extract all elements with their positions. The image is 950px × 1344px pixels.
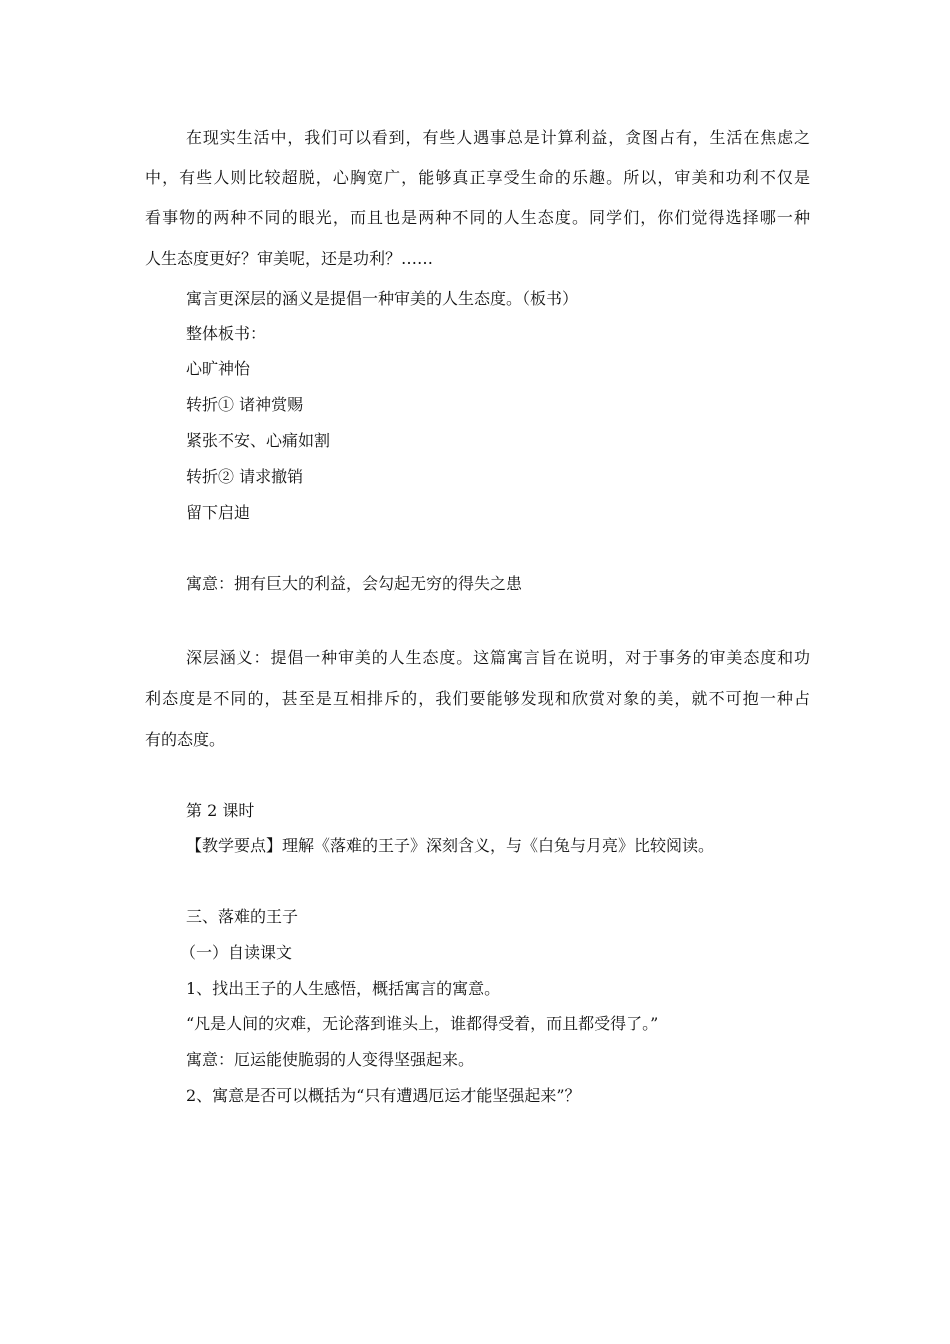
board-item-2: 转折① 诸神赏赐 — [186, 395, 304, 414]
subsection-1-title: （一）自读课文 — [180, 943, 293, 962]
paragraph-1-line-1: 在现实生活中，我们可以看到，有些人遇事总是计算利益，贪图占有，生活在焦虑之 — [186, 128, 810, 147]
paragraph-1-line-4: 人生态度更好？审美呢，还是功利？…… — [145, 249, 434, 268]
board-item-4: 转折② 请求撤销 — [186, 467, 304, 486]
board-item-5: 留下启迪 — [186, 503, 251, 522]
section-3-title: 三、落难的王子 — [186, 907, 299, 926]
deeper-meaning-note: 寓言更深层的涵义是提倡一种审美的人生态度。（板书） — [186, 289, 579, 308]
prince-quote: “凡是人间的灾难，无论落到谁头上，谁都得受着，而且都受得了。” — [186, 1014, 659, 1033]
paragraph-2-line-3: 有的态度。 — [145, 730, 226, 749]
paragraph-1-line-2: 中，有些人则比较超脱，心胸宽广，能够真正享受生命的乐趣。所以，审美和功利不仅是 — [145, 168, 810, 187]
question-2: 2、寓意是否可以概括为“只有遭遇厄运才能坚强起来”？ — [186, 1086, 581, 1105]
board-item-1: 心旷神怡 — [186, 359, 251, 378]
paragraph-2-line-2: 利态度是不同的，甚至是互相排斥的，我们要能够发现和欣赏对象的美，就不可抱一种占 — [145, 689, 810, 708]
lesson-2-title: 第 2 课时 — [186, 801, 255, 820]
paragraph-1-line-3: 看事物的两种不同的眼光，而且也是两种不同的人生态度。同学们，你们觉得选择哪一种 — [145, 208, 810, 227]
moral-statement-2: 寓意：厄运能使脆弱的人变得坚强起来。 — [186, 1050, 475, 1069]
question-1: 1、找出王子的人生感悟，概括寓言的寓意。 — [186, 979, 501, 998]
board-item-3: 紧张不安、心痛如割 — [186, 431, 331, 450]
moral-statement: 寓意：拥有巨大的利益，会勾起无穷的得失之患 — [186, 574, 523, 593]
paragraph-2-line-1: 深层涵义：提倡一种审美的人生态度。这篇寓言旨在说明，对于事务的审美态度和功 — [186, 648, 810, 667]
teaching-points: 【教学要点】理解《落难的王子》深刻含义，与《白兔与月亮》比较阅读。 — [186, 836, 715, 855]
board-title: 整体板书： — [186, 324, 267, 343]
